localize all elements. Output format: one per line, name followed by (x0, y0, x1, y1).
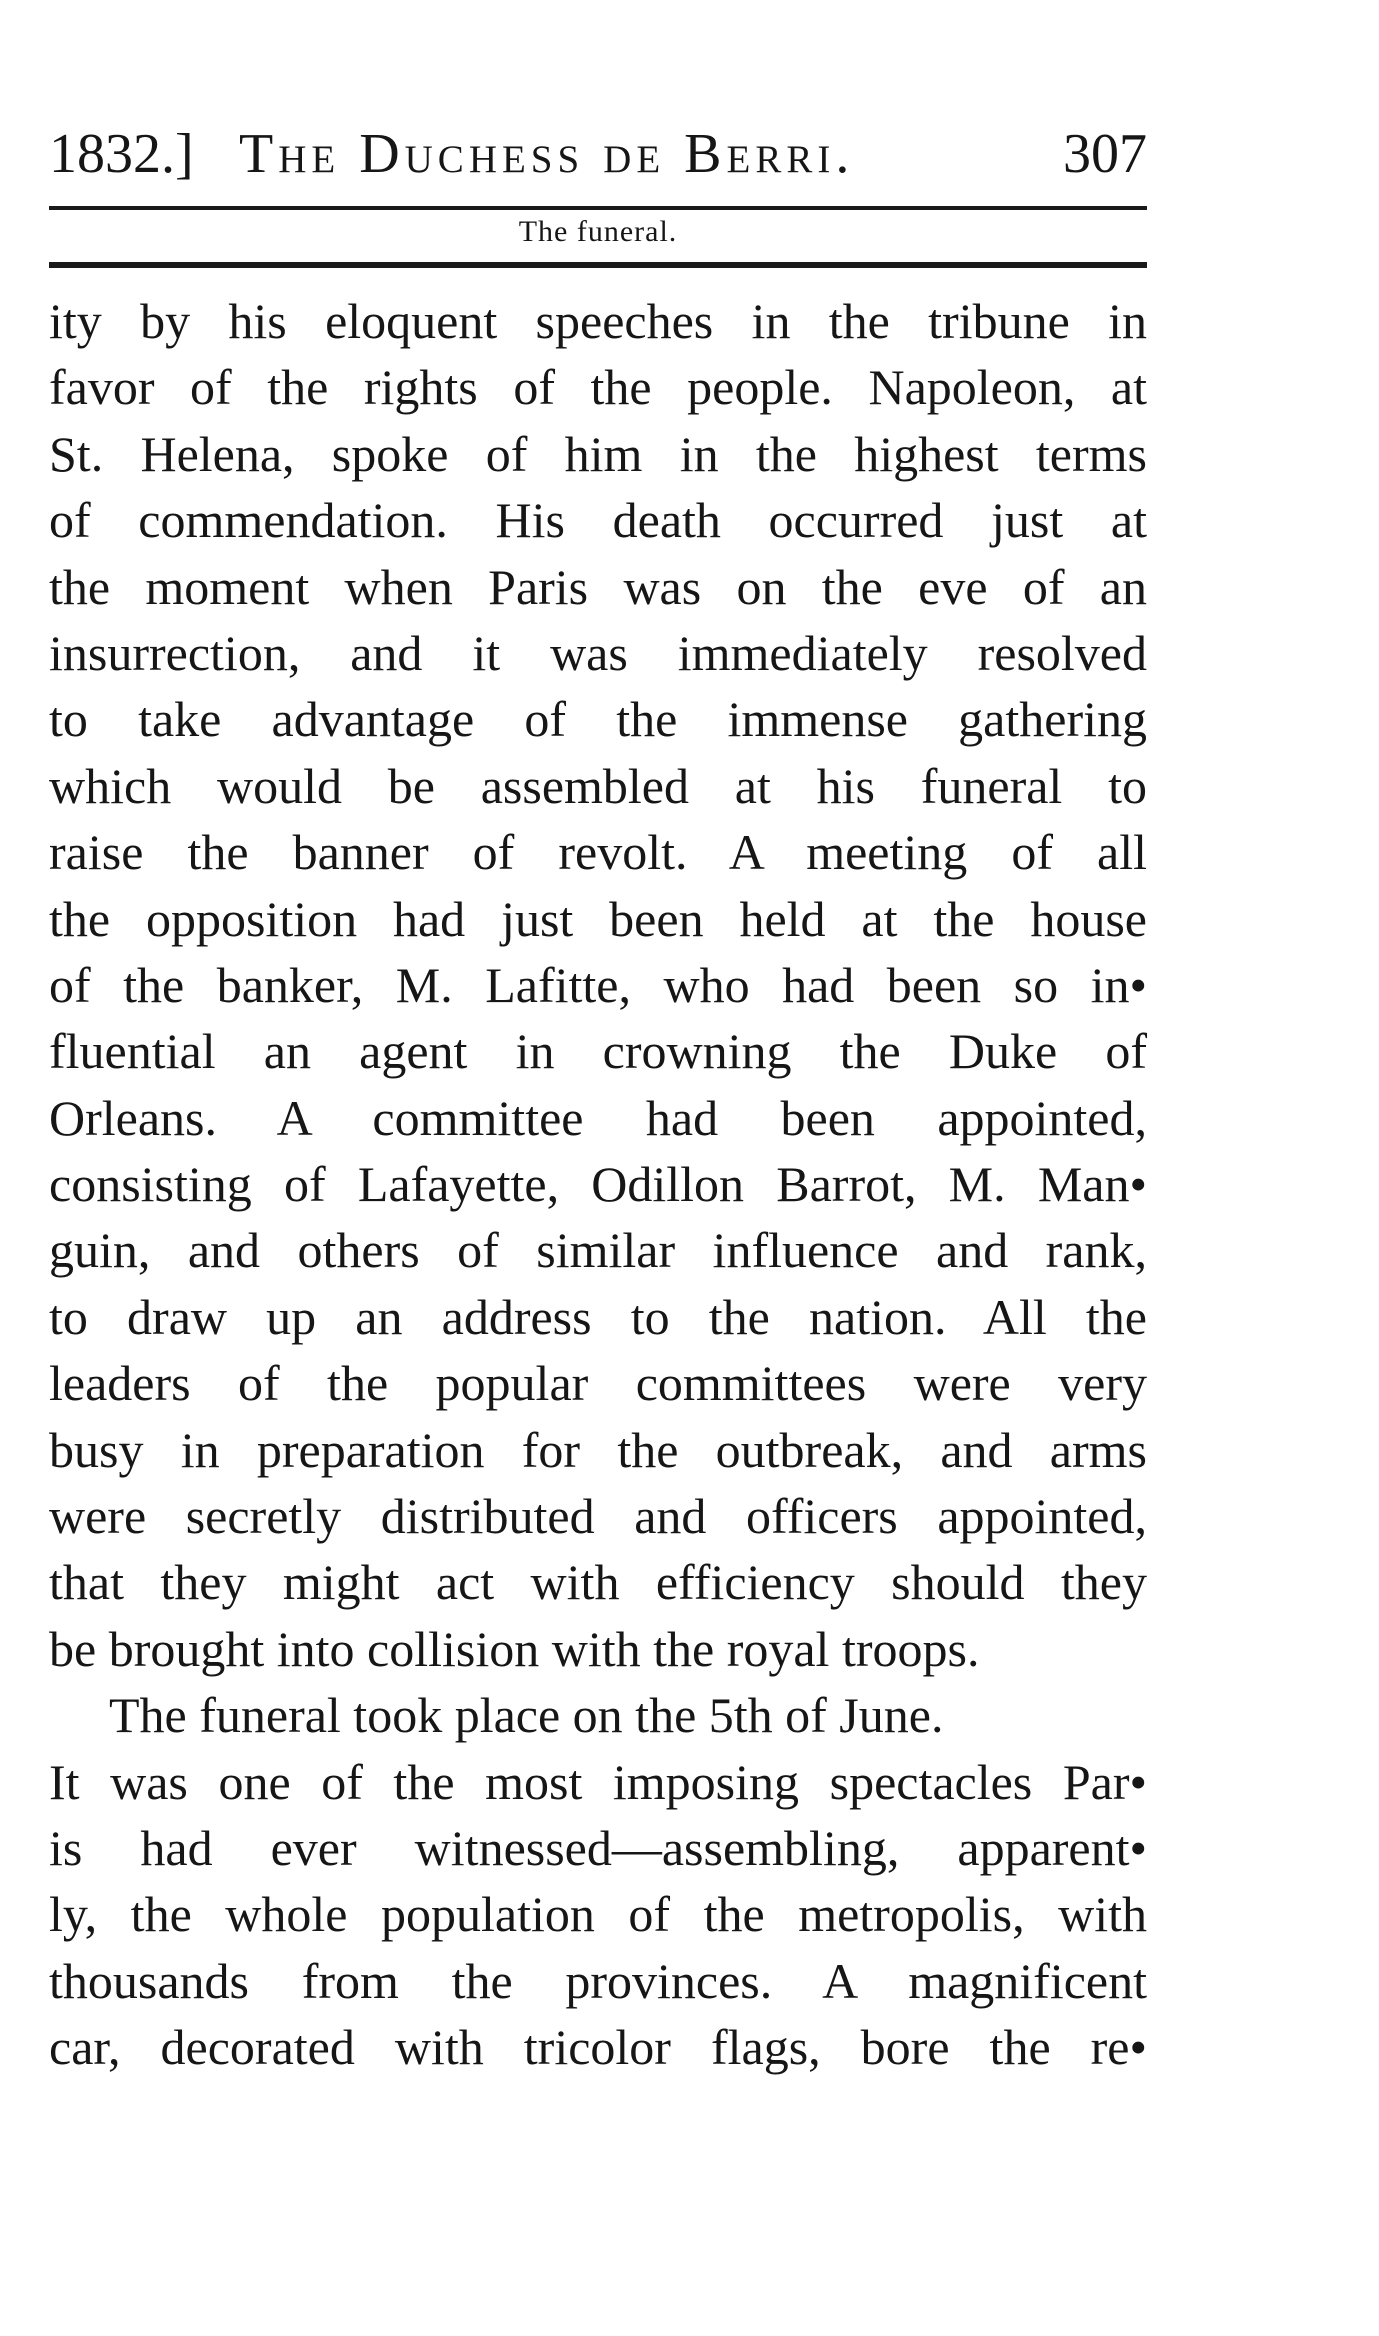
header-year: 1832.] (49, 123, 194, 185)
text-line: which would be assembled at his funeral to (49, 757, 1147, 814)
text-line: the moment when Paris was on the eve of an (49, 558, 1147, 615)
header-title: The Duchess de Berri. (239, 123, 855, 185)
text-line: of commendation. His death occurred just at (49, 492, 1147, 549)
body-text (49, 288, 1147, 2081)
text-line: Orleans. A committee had been appointed, (49, 1089, 1147, 1146)
paragraph-2 (49, 1682, 1147, 2080)
text-line: leaders of the popular committees were very (49, 1355, 1147, 1412)
paragraph-1 (49, 288, 1147, 1682)
text-line: to take advantage of the immense gathering (49, 691, 1147, 748)
text-line: be brought into collision with the royal troops. (49, 1620, 980, 1677)
text-line: raise the banner of revolt. A meeting of all (49, 824, 1147, 881)
header-rule-top (49, 206, 1147, 210)
text-line: fluential an agent in crowning the Duke of (49, 1023, 1147, 1080)
text-line: thousands from the provinces. A magnificent (49, 1952, 1147, 2009)
text-line: that they might act with efficiency should they (49, 1554, 1147, 1611)
text-line: to draw up an address to the nation. All the (49, 1288, 1147, 1345)
text-line: guin, and others of similar influence and rank, (49, 1222, 1147, 1279)
running-header (49, 118, 1147, 190)
page-number: 307 (1063, 123, 1147, 185)
text-line: consisting of Lafayette, Odillon Barrot, M. Man• (49, 1156, 1147, 1213)
text-line: were secretly distributed and officers appointed, (49, 1488, 1147, 1545)
text-line: St. Helena, spoke of him in the highest terms (49, 425, 1147, 482)
text-line: is had ever witnessed—assembling, apparent• (49, 1819, 1147, 1876)
text-line: favor of the rights of the people. Napoleon, at (49, 359, 1147, 416)
text-line: ly, the whole population of the metropolis, with (49, 1886, 1147, 1943)
section-subheading: The funeral. (518, 215, 678, 248)
text-line: the opposition had just been held at the house (49, 890, 1147, 947)
text-line: ity by his eloquent speeches in the tribune in (49, 293, 1147, 349)
text-line: busy in preparation for the outbreak, and arms (49, 1421, 1147, 1478)
header-rule-bottom (49, 262, 1147, 268)
text-line: of the banker, M. Lafitte, who had been so in• (49, 956, 1147, 1013)
text-line: It was one of the most imposing spectacles Par• (49, 1753, 1147, 1810)
text-line: The funeral took place on the 5th of June. (109, 1687, 944, 1744)
text-line: insurrection, and it was immediately resolved (49, 624, 1147, 681)
text-line: car, decorated with tricolor flags, bore the re• (49, 2019, 1147, 2076)
